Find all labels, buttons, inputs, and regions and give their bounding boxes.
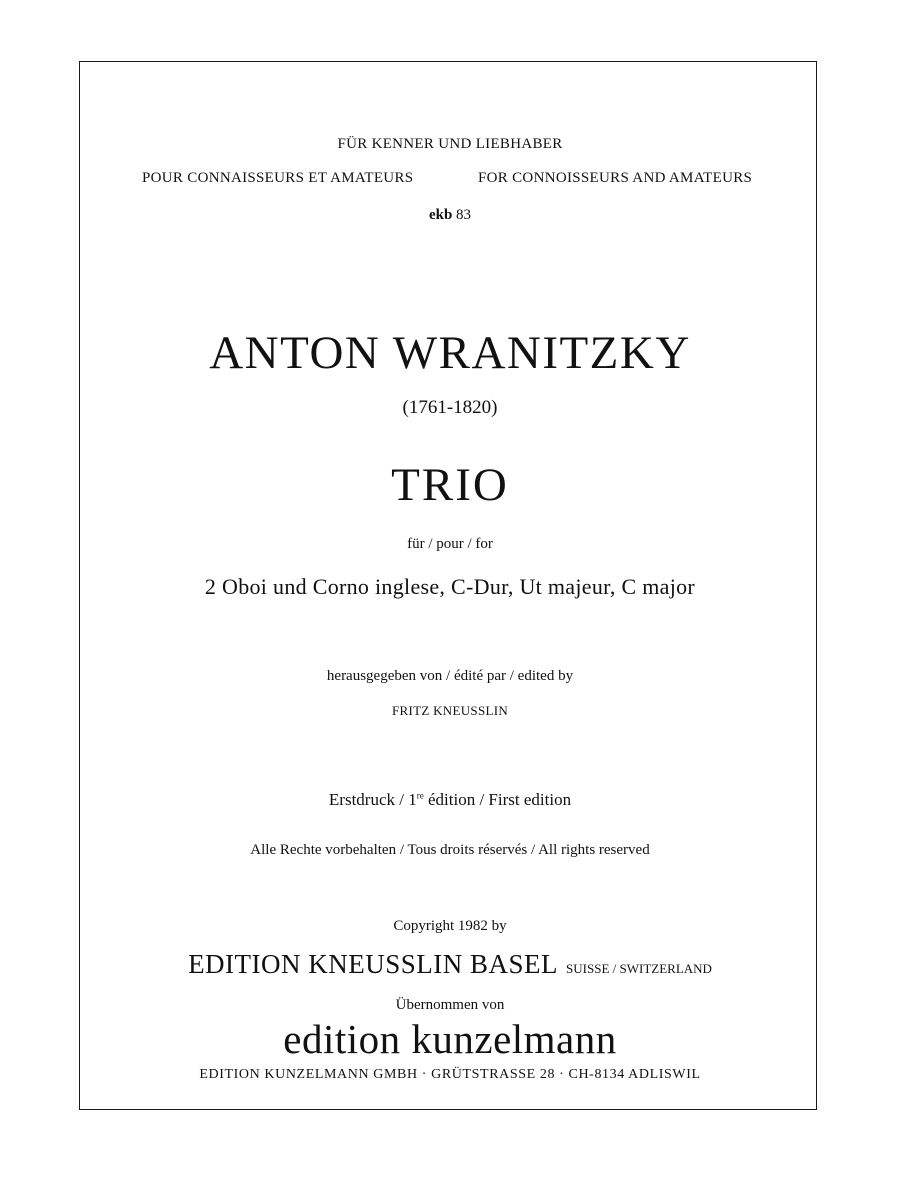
work-title: TRIO — [391, 459, 509, 511]
publisher-line — [0, 949, 900, 980]
publisher-address: EDITION KUNZELMANN GMBH · GRÜTSTRASSE 28 · CH-8134 ADLISWIL — [199, 1067, 701, 1082]
taken-over-label: Übernommen von — [395, 997, 505, 1013]
composer-dates: (1761-1820) — [402, 397, 498, 418]
composer-name: ANTON WRANITZKY — [209, 327, 691, 379]
series-title-german: FÜR KENNER UND LIEBHABER — [337, 136, 563, 152]
instrumentation: 2 Oboi und Corno inglese, C-Dur, Ut majeur, C major — [204, 574, 696, 599]
editor-name: FRITZ KNEUSSLIN — [391, 703, 509, 718]
rights-notice: Alle Rechte vorbehalten / Tous droits réservés / All rights reserved — [250, 842, 650, 858]
catalog-number-value: 83 — [456, 207, 472, 223]
series-title-english: FOR CONNOISSEURS AND AMATEURS — [478, 170, 753, 186]
publisher-name: EDITION KNEUSSLIN BASEL — [188, 949, 559, 979]
edited-by-label: herausgegeben von / édité par / edited by — [326, 668, 574, 684]
for-line: für / pour / for — [407, 536, 493, 552]
catalog-prefix: ekb — [428, 207, 453, 223]
edition-note — [0, 790, 900, 810]
publisher-brand: edition kunzelmann — [283, 1016, 617, 1062]
edition-note-superscript: re — [416, 790, 424, 801]
catalog-number — [0, 207, 900, 224]
publisher-country: SUISSE / SWITZERLAND — [566, 961, 712, 976]
edition-note-part1: Erstdruck / 1 — [328, 790, 417, 809]
copyright-line: Copyright 1982 by — [393, 918, 507, 934]
series-title-french: POUR CONNAISSEURS ET AMATEURS — [142, 170, 414, 186]
edition-note-part2: édition / First edition — [423, 790, 572, 809]
